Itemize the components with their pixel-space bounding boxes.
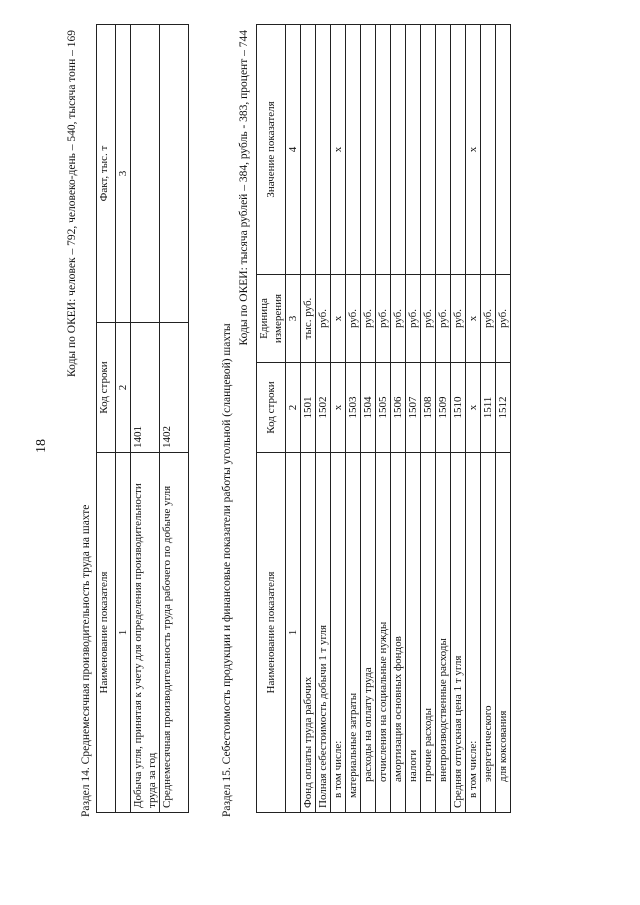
row-unit: руб. — [481, 275, 496, 363]
table-row — [376, 25, 391, 813]
table-row — [331, 25, 346, 813]
row-value[interactable] — [301, 25, 316, 275]
section15-header-unit: Единица измерения — [257, 275, 286, 363]
row-name: энергетического — [481, 453, 496, 813]
row-code: 1502 — [316, 363, 331, 453]
row-value[interactable] — [406, 25, 421, 275]
row-value[interactable] — [496, 25, 511, 275]
section14-okei-codes: Коды по ОКЕИ: человек – 792, человеко-день – 540, тысяча тонн – 169 — [66, 30, 78, 377]
table-row — [346, 25, 361, 813]
section15-colnum-row — [286, 25, 301, 813]
row-unit: руб. — [406, 275, 421, 363]
row-name: прочие расходы — [421, 453, 436, 813]
section14-header-name: Наименование показателя — [97, 453, 116, 813]
row-value[interactable] — [376, 25, 391, 275]
table-row — [481, 25, 496, 813]
table-row — [361, 25, 376, 813]
row-code: 1508 — [421, 363, 436, 453]
row-code: 1401 — [131, 323, 160, 453]
table-row — [466, 25, 481, 813]
section15-header-value: Значение показателя — [257, 25, 286, 275]
row-unit: руб. — [346, 275, 361, 363]
row-unit: руб. — [421, 275, 436, 363]
section15-header-name: Наименование показателя — [257, 453, 286, 813]
section14-title: Раздел 14. Среднемесячная производительность труда на шахте — [80, 504, 92, 817]
row-name: Среднемесячная производительность труда рабочего по добыче угля — [160, 453, 189, 813]
colnum: 4 — [286, 25, 301, 275]
row-value[interactable] — [391, 25, 406, 275]
colnum: 1 — [116, 453, 131, 813]
row-unit: х — [466, 275, 481, 363]
row-code: 1501 — [301, 363, 316, 453]
row-code: х — [331, 363, 346, 453]
row-code: 1505 — [376, 363, 391, 453]
page-number: 18 — [34, 439, 49, 453]
row-unit: руб. — [376, 275, 391, 363]
row-name: внепроизводственные расходы — [436, 453, 451, 813]
table-row — [131, 25, 160, 813]
row-name: налоги — [406, 453, 421, 813]
row-name: Средняя отпускная цена 1 т угля — [451, 453, 466, 813]
table-row — [316, 25, 331, 813]
row-code: 1506 — [391, 363, 406, 453]
colnum: 2 — [286, 363, 301, 453]
row-unit: руб. — [361, 275, 376, 363]
row-value: х — [331, 25, 346, 275]
section14-header-code: Код строки — [97, 323, 116, 453]
row-code: 1512 — [496, 363, 511, 453]
row-code: 1504 — [361, 363, 376, 453]
row-value[interactable] — [451, 25, 466, 275]
section15-table — [256, 24, 511, 813]
table-row — [421, 25, 436, 813]
row-name: для коксования — [496, 453, 511, 813]
section15-header-row — [257, 25, 286, 813]
section14-header-row — [97, 25, 116, 813]
colnum: 3 — [286, 275, 301, 363]
section15-okei-codes: Коды по ОКЕИ: тысяча рублей – 384, рубль - 383, процент – 744 — [238, 30, 250, 346]
row-unit: руб. — [451, 275, 466, 363]
row-value[interactable] — [436, 25, 451, 275]
row-unit: руб. — [391, 275, 406, 363]
row-value[interactable] — [481, 25, 496, 275]
row-unit: х — [331, 275, 346, 363]
table-row — [406, 25, 421, 813]
row-name: в том числе: — [331, 453, 346, 813]
section15-header-code: Код строки — [257, 363, 286, 453]
row-value[interactable] — [361, 25, 376, 275]
row-name: расходы на оплату труда — [361, 453, 376, 813]
row-code: 1511 — [481, 363, 496, 453]
colnum: 1 — [286, 453, 301, 813]
section14-colnum-row — [116, 25, 131, 813]
row-code: 1503 — [346, 363, 361, 453]
row-code: 1510 — [451, 363, 466, 453]
row-code: 1402 — [160, 323, 189, 453]
row-fact[interactable] — [160, 25, 189, 323]
table-row — [496, 25, 511, 813]
section14-table — [96, 24, 189, 813]
row-unit: тыс. руб. — [301, 275, 316, 363]
row-name: отчисления на социальные нужды — [376, 453, 391, 813]
row-value[interactable] — [421, 25, 436, 275]
table-row — [301, 25, 316, 813]
section15-title: Раздел 15. Себестоимость продукции и финансовые показатели работы угольной (сланцевой) шахты — [221, 323, 233, 817]
row-unit: руб. — [496, 275, 511, 363]
colnum: 3 — [116, 25, 131, 323]
row-code: 1509 — [436, 363, 451, 453]
row-unit: руб. — [316, 275, 331, 363]
table-row — [391, 25, 406, 813]
section14-header-fact: Факт, тыс. т — [97, 25, 116, 323]
table-row — [160, 25, 189, 813]
row-code: 1507 — [406, 363, 421, 453]
row-unit: руб. — [436, 275, 451, 363]
row-code: х — [466, 363, 481, 453]
row-name: материальные затраты — [346, 453, 361, 813]
row-name: в том числе: — [466, 453, 481, 813]
row-name: амортизация основных фондов — [391, 453, 406, 813]
row-fact[interactable] — [131, 25, 160, 323]
row-name: Полная себестоимость добычи 1 т угля — [316, 453, 331, 813]
row-value[interactable] — [346, 25, 361, 275]
row-name: Добыча угля, принятая к учету для определения производительности труда за год — [131, 453, 160, 813]
row-name: Фонд оплаты труда рабочих — [301, 453, 316, 813]
table-row — [436, 25, 451, 813]
row-value: х — [466, 25, 481, 275]
row-value[interactable] — [316, 25, 331, 275]
table-row — [451, 25, 466, 813]
colnum: 2 — [116, 323, 131, 453]
